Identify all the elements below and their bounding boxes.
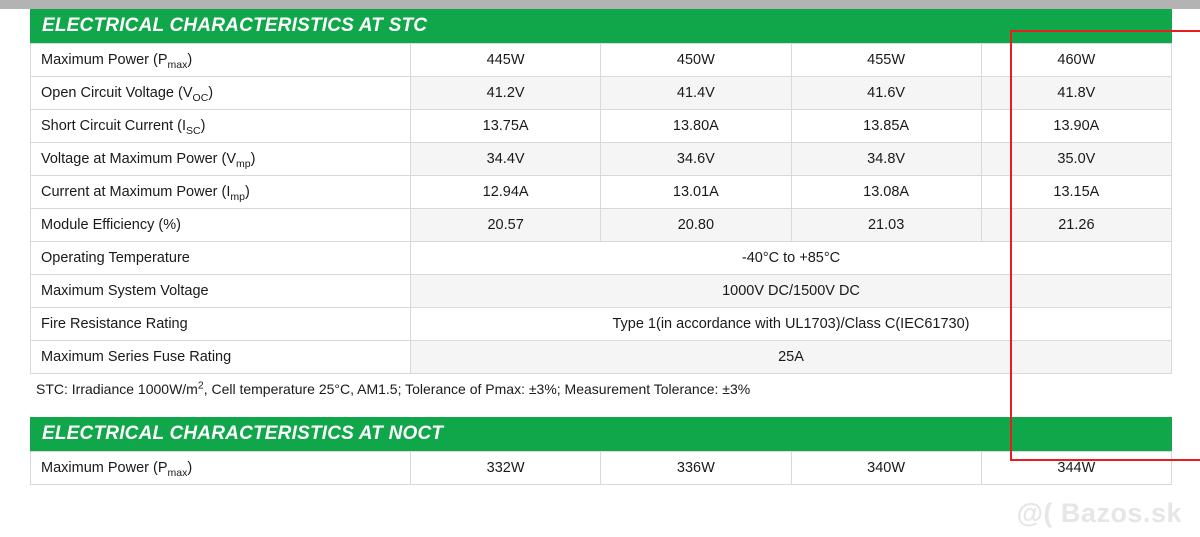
label-subscript: mp: [236, 157, 251, 170]
table-row: [31, 308, 1172, 341]
table-row: [31, 77, 1172, 110]
document-page: [0, 9, 1200, 537]
label-text: Maximum System Voltage: [41, 283, 209, 299]
label-text: Current at Maximum Power (I: [41, 184, 231, 200]
label-tail: ): [187, 460, 193, 476]
section-header-noct: ELECTRICAL CHARACTERISTICS AT NOCT: [30, 417, 1172, 451]
footnote-part2: , Cell temperature 25°C, AM1.5; Tolerance of Pmax: ±3%; Measurement Tolerance: ±3%: [203, 381, 751, 397]
row-label-maximum-power: [31, 44, 411, 77]
table-row: [31, 209, 1172, 242]
table-row: [31, 275, 1172, 308]
row-label-operating-temperature: [31, 242, 411, 275]
watermark: @( Bazos.sk: [1016, 498, 1182, 528]
table-electrical-noct: [30, 451, 1172, 485]
section-noct: [30, 417, 1172, 485]
label-tail: ): [187, 52, 193, 68]
label-subscript: SC: [186, 124, 201, 137]
cell-value: 41.6V: [791, 77, 981, 110]
cell-value: 455W: [791, 44, 981, 77]
cell-value: 332W: [411, 452, 601, 485]
table-row: [31, 341, 1172, 374]
label-text: Maximum Power (P: [41, 460, 168, 476]
footnote-superscript: 2: [197, 379, 204, 392]
label-subscript: OC: [192, 91, 209, 104]
cell-value-span: -40°C to +85°C: [411, 242, 1172, 275]
section-header-stc: ELECTRICAL CHARACTERISTICS AT STC: [30, 9, 1172, 43]
row-label-maximum-system-voltage: [31, 275, 411, 308]
label-text: Short Circuit Current (I: [41, 118, 187, 134]
cell-value: 21.03: [791, 209, 981, 242]
stc-footnote: [30, 374, 1172, 397]
label-tail: ): [244, 184, 250, 200]
cell-value-highlighted: 41.8V: [981, 77, 1171, 110]
cell-value: 20.80: [601, 209, 791, 242]
table-electrical-stc: [30, 43, 1172, 374]
row-label-module-efficiency: [31, 209, 411, 242]
datasheet-content: [30, 9, 1172, 485]
row-label-maximum-power-noct: [31, 452, 411, 485]
label-tail: ): [250, 151, 256, 167]
cell-value-span: 1000V DC/1500V DC: [411, 275, 1172, 308]
label-tail: ): [200, 118, 206, 134]
cell-value-highlighted: 344W: [981, 452, 1171, 485]
table-row: [31, 176, 1172, 209]
cell-value-highlighted: 21.26: [981, 209, 1171, 242]
cell-value: 34.4V: [411, 143, 601, 176]
label-text: Voltage at Maximum Power (V: [41, 151, 237, 167]
cell-value: 13.75A: [411, 110, 601, 143]
table-row: [31, 242, 1172, 275]
cell-value-highlighted: 13.15A: [981, 176, 1171, 209]
cell-value-highlighted: 460W: [981, 44, 1171, 77]
label-subscript: mp: [230, 190, 245, 203]
table-row: [31, 143, 1172, 176]
cell-value-highlighted: 35.0V: [981, 143, 1171, 176]
cell-value: 445W: [411, 44, 601, 77]
label-text: Module Efficiency (%): [41, 217, 181, 233]
cell-value: 34.6V: [601, 143, 791, 176]
cell-value: 450W: [601, 44, 791, 77]
row-label-voltage-at-maximum-power: [31, 143, 411, 176]
cell-value-span: Type 1(in accordance with UL1703)/Class C(IEC61730): [411, 308, 1172, 341]
table-row: [31, 452, 1172, 485]
label-tail: ): [208, 85, 214, 101]
label-text: Maximum Power (P: [41, 52, 168, 68]
cell-value: 13.01A: [601, 176, 791, 209]
row-label-current-at-maximum-power: [31, 176, 411, 209]
label-text: Fire Resistance Rating: [41, 316, 188, 332]
cell-value: 13.85A: [791, 110, 981, 143]
cell-value: 20.57: [411, 209, 601, 242]
table-row: [31, 44, 1172, 77]
cell-value: 41.4V: [601, 77, 791, 110]
cell-value: 336W: [601, 452, 791, 485]
cell-value: 12.94A: [411, 176, 601, 209]
footnote-part1: STC: Irradiance 1000W/m: [36, 381, 198, 397]
row-label-fire-resistance-rating: [31, 308, 411, 341]
cell-value: 13.08A: [791, 176, 981, 209]
label-subscript: max: [167, 58, 188, 71]
cell-value-span: 25A: [411, 341, 1172, 374]
label-text: Open Circuit Voltage (V: [41, 85, 193, 101]
window-top-bar: [0, 0, 1200, 9]
cell-value: 41.2V: [411, 77, 601, 110]
cell-value: 340W: [791, 452, 981, 485]
table-row: [31, 110, 1172, 143]
row-label-open-circuit-voltage: [31, 77, 411, 110]
row-label-short-circuit-current: [31, 110, 411, 143]
cell-value-highlighted: 13.90A: [981, 110, 1171, 143]
label-subscript: max: [167, 466, 188, 479]
cell-value: 13.80A: [601, 110, 791, 143]
label-text: Operating Temperature: [41, 250, 190, 266]
cell-value: 34.8V: [791, 143, 981, 176]
row-label-maximum-series-fuse-rating: [31, 341, 411, 374]
label-text: Maximum Series Fuse Rating: [41, 349, 232, 365]
